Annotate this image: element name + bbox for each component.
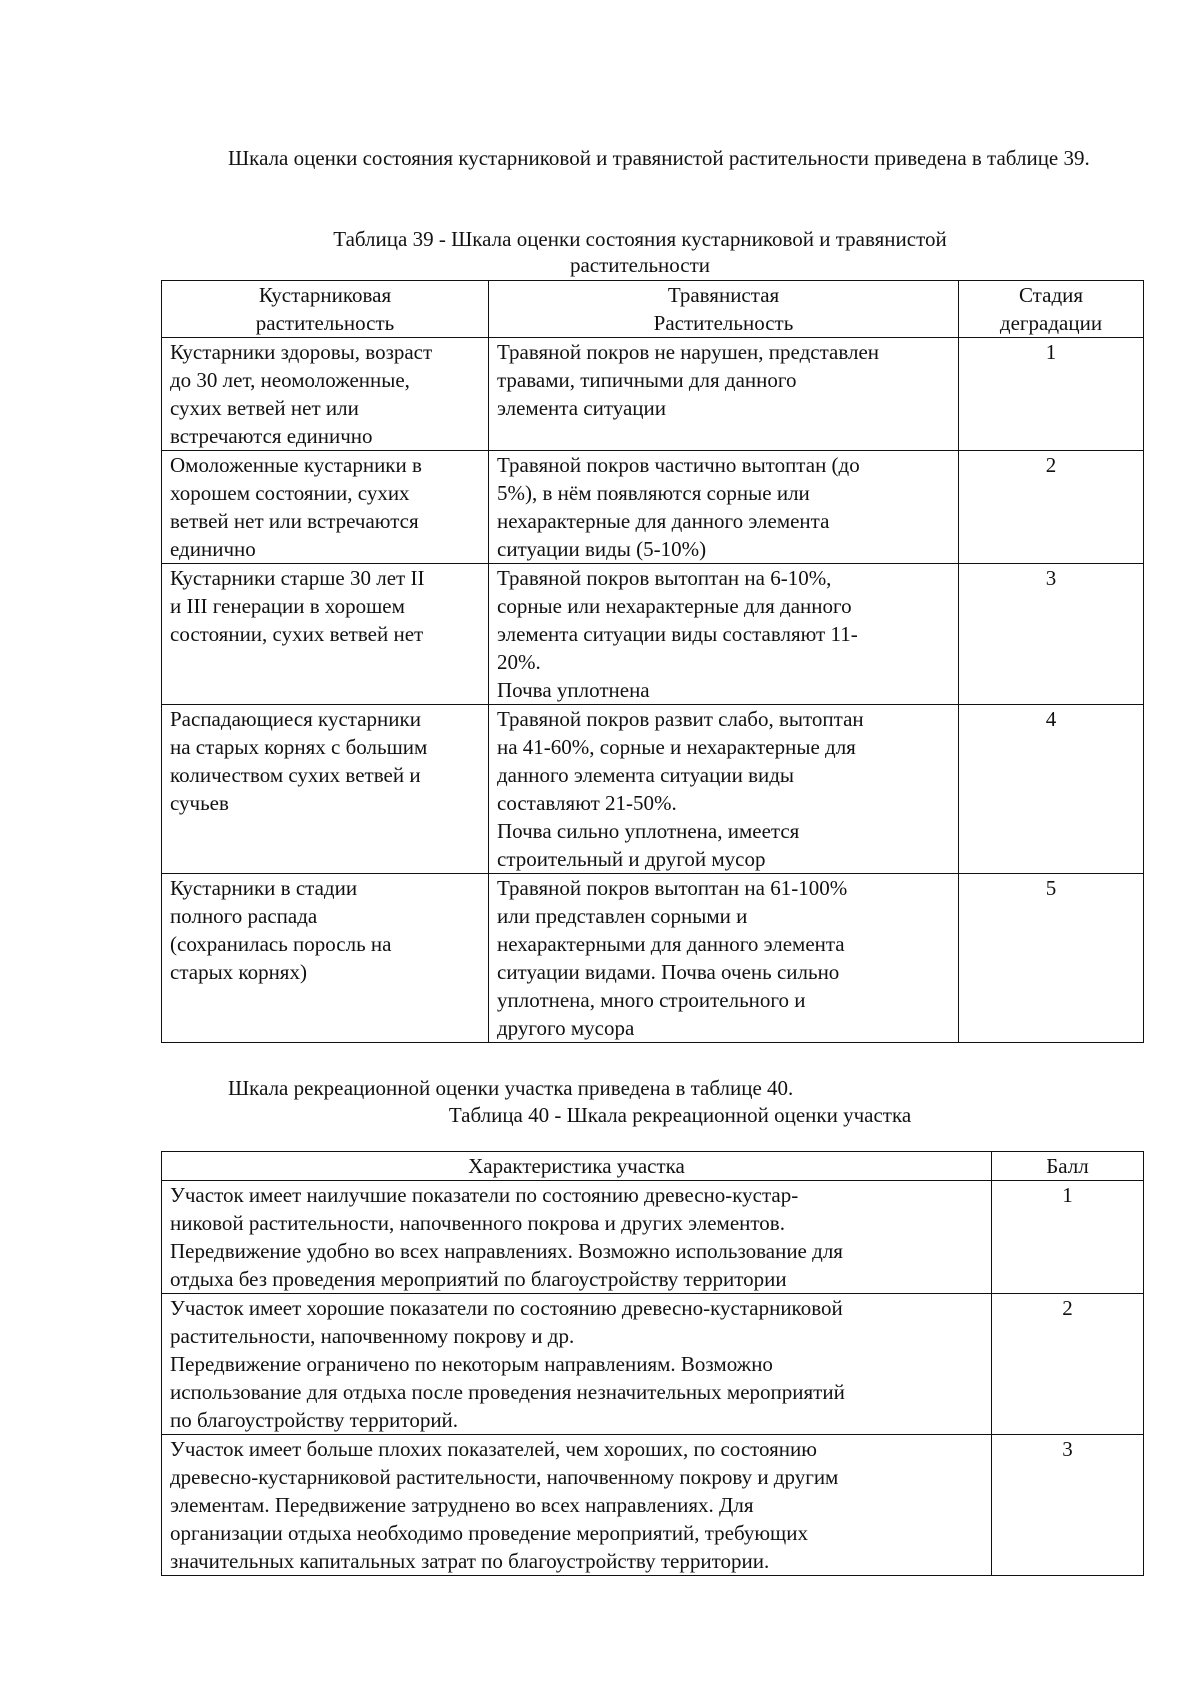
grass-vegetation-cell: Травяной покров не нарушен, представлен травами, типичными для данного элемента ситуации	[489, 338, 959, 451]
degradation-stage-cell: 4	[959, 705, 1144, 874]
shrub-vegetation-cell: Кустарники в стадии полного распада (сохранилась поросль на старых корнях)	[162, 874, 489, 1043]
table-row	[162, 1294, 1144, 1435]
site-characteristic-cell: Участок имеет больше плохих показателей, чем хороших, по состоянию древесно-кустарниковой растительности, напочвенному покрову и другим элементам. Передвижение затруднено во всех направлениях. Для организации отдыха необходимо проведение мероприятий, требующих значительных капитальных затрат по благоустройству территории.	[162, 1435, 992, 1576]
shrub-vegetation-cell: Омоложенные кустарники в хорошем состоянии, сухих ветвей нет или встречаются единично	[162, 451, 489, 564]
header-score: Балл	[992, 1152, 1144, 1181]
table-row	[162, 564, 1144, 705]
score-cell: 3	[992, 1435, 1144, 1576]
table-row	[162, 705, 1144, 874]
shrub-vegetation-cell: Распадающиеся кустарники на старых корнях с большим количеством сухих ветвей и сучьев	[162, 705, 489, 874]
header-shrub: Кустарниковая растительность	[162, 281, 489, 338]
degradation-stage-cell: 2	[959, 451, 1144, 564]
intro-paragraph-table-39: Шкала оценки состояния кустарниковой и травянистой растительности приведена в таблице 39.	[228, 146, 1090, 170]
shrub-vegetation-cell: Кустарники старше 30 лет II и III генерации в хорошем состоянии, сухих ветвей нет	[162, 564, 489, 705]
score-cell: 2	[992, 1294, 1144, 1435]
table-row	[162, 338, 1144, 451]
table-39	[161, 280, 1144, 1043]
degradation-stage-cell: 5	[959, 874, 1144, 1043]
header-degradation-stage: Стадия деградации	[959, 281, 1144, 338]
degradation-stage-cell: 1	[959, 338, 1144, 451]
table-row	[162, 1435, 1144, 1576]
site-characteristic-cell: Участок имеет хорошие показатели по состоянию древесно-кустарниковой растительности, напочвенному покрову и др. Передвижение ограничено по некоторым направлениям. Возможно использование для отдыха после проведения незначительных мероприятий по благоустройству территорий.	[162, 1294, 992, 1435]
intro-paragraph-table-40: Шкала рекреационной оценки участка приведена в таблице 40.	[228, 1076, 794, 1100]
grass-vegetation-cell: Травяной покров вытоптан на 6-10%, сорные или нехарактерные для данного элемента ситуации виды составляют 11- 20%. Почва уплотнена	[489, 564, 959, 705]
site-characteristic-cell: Участок имеет наилучшие показатели по состоянию древесно-кустар- никовой растительности, напочвенного покрова и других элементов. Передвижение удобно во всех направлениях. Возможно использование для отдыха без проведения мероприятий по благоустройству территории	[162, 1181, 992, 1294]
header-site-characteristic: Характеристика участка	[162, 1152, 992, 1181]
header-grass: Травянистая Растительность	[489, 281, 959, 338]
table-40	[161, 1151, 1144, 1576]
shrub-vegetation-cell: Кустарники здоровы, возраст до 30 лет, неомоложенные, сухих ветвей нет или встречаются единично	[162, 338, 489, 451]
table-row	[162, 874, 1144, 1043]
grass-vegetation-cell: Травяной покров развит слабо, вытоптан на 41-60%, сорные и нехарактерные для данного элемента ситуации виды составляют 21-50%. Почва сильно уплотнена, имеется строительный и другой мусор	[489, 705, 959, 874]
table-39-caption-line-2: растительности	[569, 253, 711, 277]
degradation-stage-cell: 3	[959, 564, 1144, 705]
score-cell: 1	[992, 1181, 1144, 1294]
table-40-header-row	[162, 1152, 1144, 1181]
table-40-caption: Таблица 40 - Шкала рекреационной оценки участка	[448, 1103, 912, 1127]
table-39-caption-line-1: Таблица 39 - Шкала оценки состояния кустарниковой и травянистой	[333, 227, 947, 251]
grass-vegetation-cell: Травяной покров частично вытоптан (до 5%), в нём появляются сорные или нехарактерные для данного элемента ситуации виды (5-10%)	[489, 451, 959, 564]
table-39-caption	[200, 225, 1080, 279]
table-row	[162, 451, 1144, 564]
grass-vegetation-cell: Травяной покров вытоптан на 61-100% или представлен сорными и нехарактерными для данного элемента ситуации видами. Почва очень сильно уплотнена, много строительного и другого мусора	[489, 874, 959, 1043]
table-row	[162, 1181, 1144, 1294]
table-39-header-row	[162, 281, 1144, 338]
